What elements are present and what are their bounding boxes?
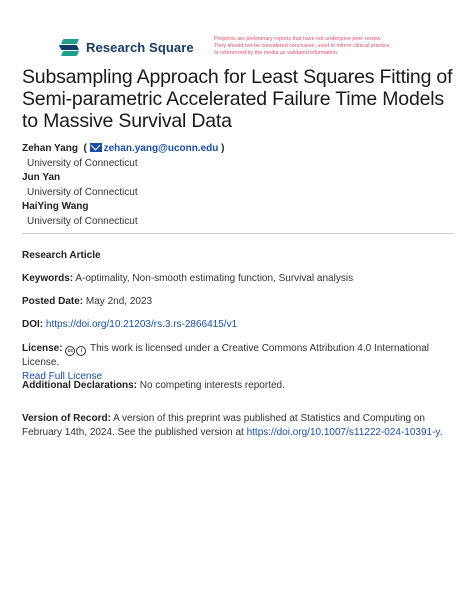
version-of-record-end: . <box>439 427 443 438</box>
research-square-logo[interactable] <box>58 38 194 56</box>
doi-label: DOI: <box>22 319 44 330</box>
author-name: HaiYing Wang <box>22 201 89 212</box>
declarations-label: Additional Declarations: <box>22 380 138 391</box>
disclaimer-line: or referenced by the media as validated information. <box>214 50 339 56</box>
paper-title: Subsampling Approach for Least Squares Fitting of Semi-parametric Accelerated Failure Time Models to Massive Survival Data <box>22 66 453 132</box>
declarations-value: No competing interests reported. <box>139 380 285 391</box>
license-text: This work is licensed under a Creative Commons Attribution 4.0 International License. <box>22 343 430 368</box>
version-of-record-text: A version of this preprint was published at Statistics and Computing on February 14th, 2024. See the published version at <box>22 413 425 438</box>
keywords-label: Keywords: <box>22 273 74 284</box>
published-version-link[interactable]: https://doi.org/10.1007/s11222-024-10391-y <box>246 427 440 438</box>
author-affiliation: University of Connecticut <box>27 157 138 169</box>
header <box>58 36 438 62</box>
posted-date-label: Posted Date: <box>22 296 84 307</box>
author-email: zehan.yang@uconn.edu <box>103 143 219 154</box>
author-name: Jun Yan <box>22 172 61 183</box>
disclaimer-line: They should not be considered conclusive, used to inform clinical practice, <box>214 43 392 49</box>
doi <box>22 318 454 332</box>
doi-link[interactable]: https://doi.org/10.21203/rs.3.rs-2866415/v1 <box>45 319 238 330</box>
read-full-license-link[interactable]: Read Full License <box>22 371 103 382</box>
article-type-label: Research Article <box>22 250 101 261</box>
keywords <box>22 272 454 286</box>
keywords-value: A-optimality, Non-smooth estimating function, Survival analysis <box>75 273 354 284</box>
license-label: License: <box>22 343 63 354</box>
version-of-record-label: Version of Record: <box>22 413 111 424</box>
author-email-link[interactable] <box>90 143 219 154</box>
author-entry <box>22 142 442 157</box>
by-icon: i <box>76 346 86 356</box>
author-name: Zehan Yang <box>22 143 78 154</box>
author-list <box>22 142 442 229</box>
license <box>22 342 454 384</box>
email-open-paren: ( <box>80 143 87 154</box>
posted-date <box>22 295 454 309</box>
version-of-record <box>22 412 454 440</box>
email-close-paren: ) <box>218 143 225 154</box>
envelope-icon <box>90 143 102 152</box>
preprint-disclaimer <box>214 36 429 57</box>
author-affiliation: University of Connecticut <box>27 186 138 198</box>
article-type <box>22 249 454 263</box>
disclaimer-line: Preprints are preliminary reports that have not undergone peer review. <box>214 36 382 42</box>
section-divider <box>22 233 454 234</box>
cc-icon: cc <box>65 346 75 356</box>
research-square-logo-icon <box>58 38 80 56</box>
logo-text: Research Square <box>86 39 194 55</box>
additional-declarations <box>22 379 454 393</box>
posted-date-value: May 2nd, 2023 <box>85 296 153 307</box>
author-affiliation: University of Connecticut <box>27 215 138 227</box>
